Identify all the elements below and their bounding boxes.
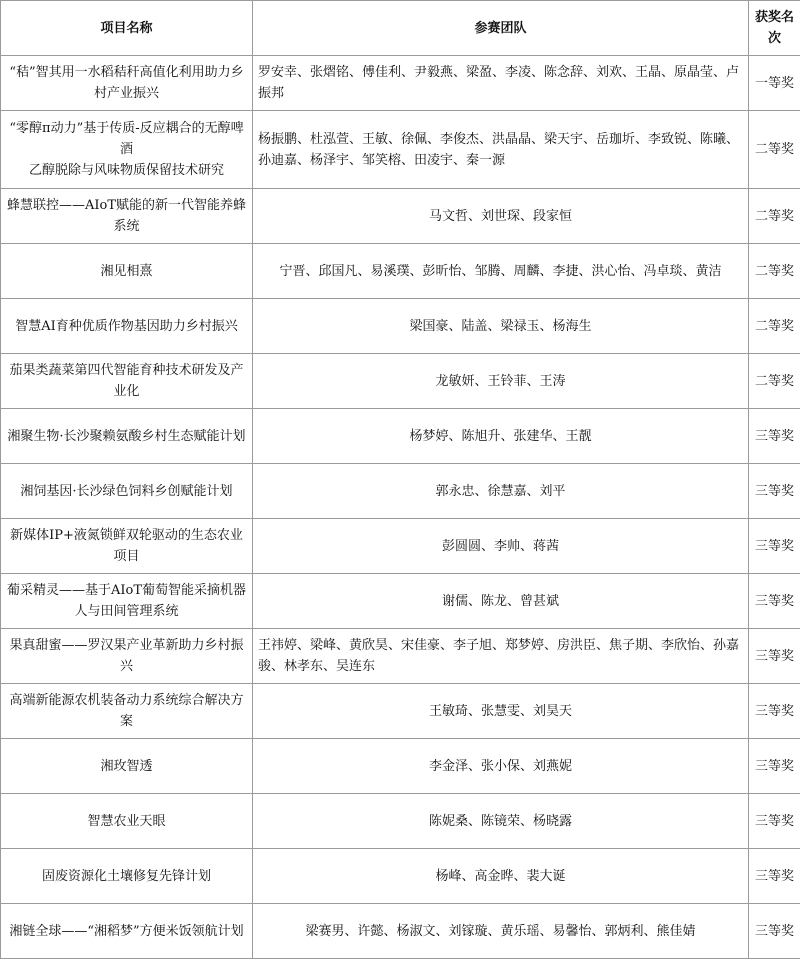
table-row [1,299,800,354]
award-rank: 三等奖 [749,464,800,519]
table-row [1,629,800,684]
team-members: 龙敏妍、王铃菲、王涛 [253,354,749,409]
award-rank: 三等奖 [749,409,800,464]
team-members: 郭永忠、徐慧嘉、刘平 [253,464,749,519]
award-rank: 三等奖 [749,904,800,959]
team-members: 谢儒、陈龙、曾甚斌 [253,574,749,629]
team-members: 杨峰、高金晔、裴大诞 [253,849,749,904]
team-members: 陈妮桑、陈镜荣、杨晓露 [253,794,749,849]
table-row [1,904,800,959]
table-row [1,574,800,629]
project-name: 葡采精灵——基于AIoT葡萄智能采摘机器人与田间管理系统 [1,574,253,629]
project-name: 湘链全球——“湘稻梦”方便米饭领航计划 [1,904,253,959]
header-row [1,1,800,56]
team-members: 罗安幸、张熠铭、傅佳利、尹毅燕、梁盈、李凌、陈念辞、刘欢、王晶、原晶莹、卢振邦 [253,56,749,111]
project-name: 湘见相熹 [1,244,253,299]
project-name: 高端新能源农机装备动力系统综合解决方案 [1,684,253,739]
team-members: 梁赛男、许懿、杨淑文、刘镓璇、黄乐瑶、易馨怡、郭炳利、熊佳婧 [253,904,749,959]
project-name: 智慧农业天眼 [1,794,253,849]
award-rank: 三等奖 [749,794,800,849]
table-row [1,794,800,849]
team-members: 王敏琦、张慧雯、刘昊天 [253,684,749,739]
table-row [1,409,800,464]
award-rank: 二等奖 [749,299,800,354]
award-rank: 二等奖 [749,189,800,244]
header-team: 参赛团队 [253,1,749,56]
table-row [1,684,800,739]
award-rank: 三等奖 [749,849,800,904]
header-project: 项目名称 [1,1,253,56]
award-rank: 二等奖 [749,354,800,409]
team-members: 梁国豪、陆盖、梁禄玉、杨海生 [253,299,749,354]
project-name: 蜂慧联控——AIoT赋能的新一代智能养蜂系统 [1,189,253,244]
award-rank: 二等奖 [749,111,800,189]
award-rank: 一等奖 [749,56,800,111]
award-rank: 三等奖 [749,739,800,794]
table-row [1,849,800,904]
project-name: 茄果类蔬菜第四代智能育种技术研发及产业化 [1,354,253,409]
team-members: 马文哲、刘世琛、段家恒 [253,189,749,244]
award-rank: 二等奖 [749,244,800,299]
project-name: 湘聚生物·长沙聚赖氨酸乡村生态赋能计划 [1,409,253,464]
table-row [1,354,800,409]
project-name: 果真甜蜜——罗汉果产业革新助力乡村振兴 [1,629,253,684]
project-name: 湘玫智透 [1,739,253,794]
project-name: 新媒体IP+液氮锁鲜双轮驱动的生态农业项目 [1,519,253,574]
project-name: “零醇π动力”基于传质-反应耦合的无醇啤酒 乙醇脱除与风味物质保留技术研究 [1,111,253,189]
award-rank: 三等奖 [749,519,800,574]
project-name: 智慧AI育种优质作物基因助力乡村振兴 [1,299,253,354]
team-members: 彭圆圆、李帅、蒋茜 [253,519,749,574]
award-rank: 三等奖 [749,684,800,739]
table-row [1,739,800,794]
project-name: 固废资源化土壤修复先锋计划 [1,849,253,904]
team-members: 杨梦婷、陈旭升、张建华、王靓 [253,409,749,464]
table-row [1,519,800,574]
table-row [1,111,800,189]
team-members: 李金泽、张小保、刘燕妮 [253,739,749,794]
table-row [1,189,800,244]
table-row [1,244,800,299]
team-members: 王祎婷、梁峰、黄欣昊、宋佳豪、李子旭、郑梦婷、房洪臣、焦子期、李欣怡、孙嘉骏、林孝东、吴连东 [253,629,749,684]
project-name: 湘饲基因·长沙绿色饲料乡创赋能计划 [1,464,253,519]
award-rank: 三等奖 [749,629,800,684]
award-rank: 三等奖 [749,574,800,629]
table-row [1,464,800,519]
header-award: 获奖名次 [749,1,800,56]
project-name: “秸”智其用一水稻秸秆高值化利用助力乡村产业振兴 [1,56,253,111]
table-row [1,56,800,111]
team-members: 宁晋、邱国凡、易溪璞、彭昕怡、邹腾、周麟、李捷、洪心怡、冯卓琰、黄洁 [253,244,749,299]
team-members: 杨振鹏、杜泓萱、王敏、徐佩、李俊杰、洪晶晶、梁天宇、岳珈圻、李致锐、陈曦、孙迪嘉、杨泽宇、邹笑榕、田凌宇、秦一源 [253,111,749,189]
